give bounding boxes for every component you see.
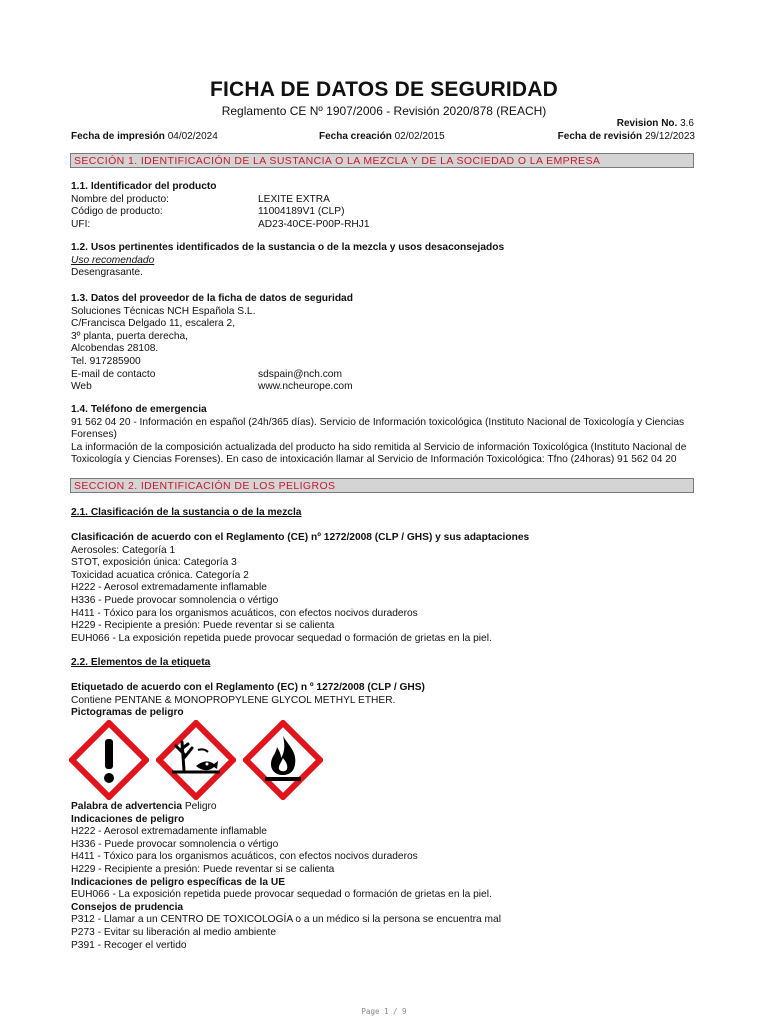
s13-title: 1.3. Datos del proveedor de la ficha de datos de seguridad (71, 293, 353, 304)
ufi-value: AD23-40CE-P00P-RHJ1 (258, 218, 370, 230)
revision-date-value: 29/12/2023 (644, 131, 695, 142)
clp-classification-block (71, 532, 701, 645)
creation-date (319, 131, 445, 144)
regulation-subtitle: Reglamento CE Nº 1907/2006 - Revisión 2020/878 (REACH) (221, 104, 547, 118)
precautionary-statement: P391 - Recoger el vertido (71, 939, 187, 951)
emergency-text-1: 91 562 04 20 - Información en español (24h/365 días). Servicio de Información toxicológica (Instituto Nacional de Toxicología y Ciencias Forenses) (71, 416, 685, 441)
section-1-header: SECCIÓN 1. IDENTIFICACIÓN DE LA SUSTANCIA O LA MEZCLA Y DE LA SOCIEDAD O LA EMPRESA (70, 153, 694, 168)
revision-number (617, 118, 694, 131)
label-details-block (71, 801, 701, 952)
emergency-text-2: La información de la composición actualizada del producto ha sido remitida al Servicio de información Toxicológica (Instituto Nacional de Toxicología y Ciencias Forenses). En caso de intoxicación llamar al Servicio de Información Toxicológica: Tfno (24horas) 91 562 04 20 (71, 441, 687, 466)
document-title: FICHA DE DATOS DE SEGURIDAD (209, 78, 559, 101)
classification-item: STOT, exposición única: Categoría 3 (71, 557, 237, 569)
section-2-header: SECCION 2. IDENTIFICACIÓN DE LOS PELIGROS (70, 478, 694, 493)
revision-date (558, 131, 695, 144)
product-code-value: 11004189V1 (CLP) (258, 206, 345, 218)
signal-word-value: Peligro (184, 801, 217, 812)
s11-title: 1.1. Identificador del producto (71, 181, 217, 192)
print-date-value: 04/02/2024 (167, 131, 218, 142)
web-row (71, 381, 701, 394)
print-date-label: Fecha de impresión (71, 131, 165, 142)
classification-item: Aerosoles: Categoría 1 (71, 544, 176, 556)
precautionary-title: Consejos de prudencia (71, 901, 184, 913)
hazard-pictograms (69, 720, 329, 800)
hazard-statement: H336 - Puede provocar somnolencia o vértigo (71, 838, 279, 850)
page-number: Page 1 / 9 (361, 1007, 407, 1016)
hazard-statement: H229 - Recipiente a presión: Puede reventar si se calienta (71, 863, 335, 875)
label-elements-title-block (71, 657, 701, 670)
classification-item: H411 - Tóxico para los organismos acuáticos, con efectos nocivos duraderos (71, 607, 418, 619)
signal-word-label: Palabra de advertencia (71, 801, 182, 812)
s14-title: 1.4. Teléfono de emergencia (71, 404, 207, 415)
use-value: Desengrasante. (71, 267, 143, 279)
exclamation-mark-icon (69, 720, 149, 800)
uses-block (71, 242, 701, 280)
email-row (71, 369, 701, 382)
classification-block (71, 507, 701, 520)
product-name-label: Nombre del producto: (71, 193, 169, 205)
precautionary-statement: P273 - Evitar su liberación al medio ambiente (71, 926, 276, 938)
supplier-line: Alcobendas 28108. (71, 343, 159, 355)
classification-item: Toxicidad acuatica crónica. Categoría 2 (71, 569, 249, 581)
hazard-statement: H411 - Tóxico para los organismos acuáticos, con efectos nocivos duraderos (71, 851, 418, 863)
product-code-row (71, 206, 701, 219)
supplier-line: Soluciones Técnicas NCH Española S.L. (71, 305, 256, 317)
flame-icon (243, 720, 323, 800)
revision-date-label: Fecha de revisión (557, 131, 643, 142)
supplier-block (71, 293, 701, 394)
contains-text: Contiene PENTANE & MONOPROPYLENE GLYCOL METHYL ETHER. (71, 694, 396, 706)
emergency-block (71, 404, 691, 467)
classification-item: EUH066 - La exposición repetida puede provocar sequedad o formación de grietas en la piel. (71, 632, 492, 644)
product-code-label: Código de producto: (71, 206, 163, 218)
email-link[interactable]: sdspain@nch.com (258, 368, 342, 380)
product-identifier-block (71, 181, 701, 231)
product-name-value: LEXITE EXTRA (258, 193, 330, 205)
labelling-block (71, 682, 701, 720)
environment-hazard-icon (156, 720, 236, 800)
revision-value: 3.6 (680, 118, 694, 129)
classification-item: H229 - Recipiente a presión: Puede reventar si se calienta (71, 620, 335, 632)
classification-item: H336 - Puede provocar somnolencia o vértigo (71, 594, 279, 606)
precautionary-statement: P312 - Llamar a un CENTRO DE TOXICOLOGÍA o a un médico si la persona se encuentra mal (71, 914, 501, 926)
creation-date-value: 02/02/2015 (394, 131, 445, 142)
s21-title: 2.1. Clasificación de la sustancia o de la mezcla (71, 507, 302, 518)
ufi-row (71, 219, 701, 232)
label-title: Etiquetado de acuerdo con el Reglamento (EC) n º 1272/2008 (CLP / GHS) (71, 682, 425, 693)
date-row (71, 131, 695, 144)
eu-hazard-title: Indicaciones de peligro específicas de la UE (71, 876, 286, 888)
classification-item: H222 - Aerosol extremadamente inflamable (71, 582, 267, 594)
supplier-line: C/Francisca Delgado 11, escalera 2, (71, 318, 236, 330)
hazard-statements-title: Indicaciones de peligro (71, 813, 185, 825)
signal-word-row (71, 801, 701, 814)
print-date (71, 131, 218, 144)
eu-hazard-statement: EUH066 - La exposición repetida puede provocar sequedad o formación de grietas en la piel. (71, 889, 492, 901)
web-label: Web (71, 381, 92, 393)
supplier-line: 3º planta, puerta derecha, (71, 330, 188, 342)
s12-title: 1.2. Usos pertinentes identificados de la sustancia o de la mezcla y usos desaconsejados (71, 242, 505, 253)
pictograms-title: Pictogramas de peligro (71, 707, 184, 719)
ufi-label: UFI: (71, 218, 91, 230)
email-label: E-mail de contacto (71, 368, 156, 380)
s22-title: 2.2. Elementos de la etiqueta (71, 657, 211, 668)
revision-label: Revision No. (616, 118, 678, 129)
creation-date-label: Fecha creación (319, 131, 392, 142)
hazard-statement: H222 - Aerosol extremadamente inflamable (71, 826, 267, 838)
use-label: Uso recomendado (71, 254, 155, 266)
web-link[interactable]: www.ncheurope.com (258, 381, 353, 393)
supplier-line: Tel. 917285900 (71, 355, 141, 367)
product-name-row (71, 194, 701, 207)
clp-title: Clasificación de acuerdo con el Reglamento (CE) nº 1272/2008 (CLP / GHS) y sus adaptaciones (71, 532, 530, 543)
